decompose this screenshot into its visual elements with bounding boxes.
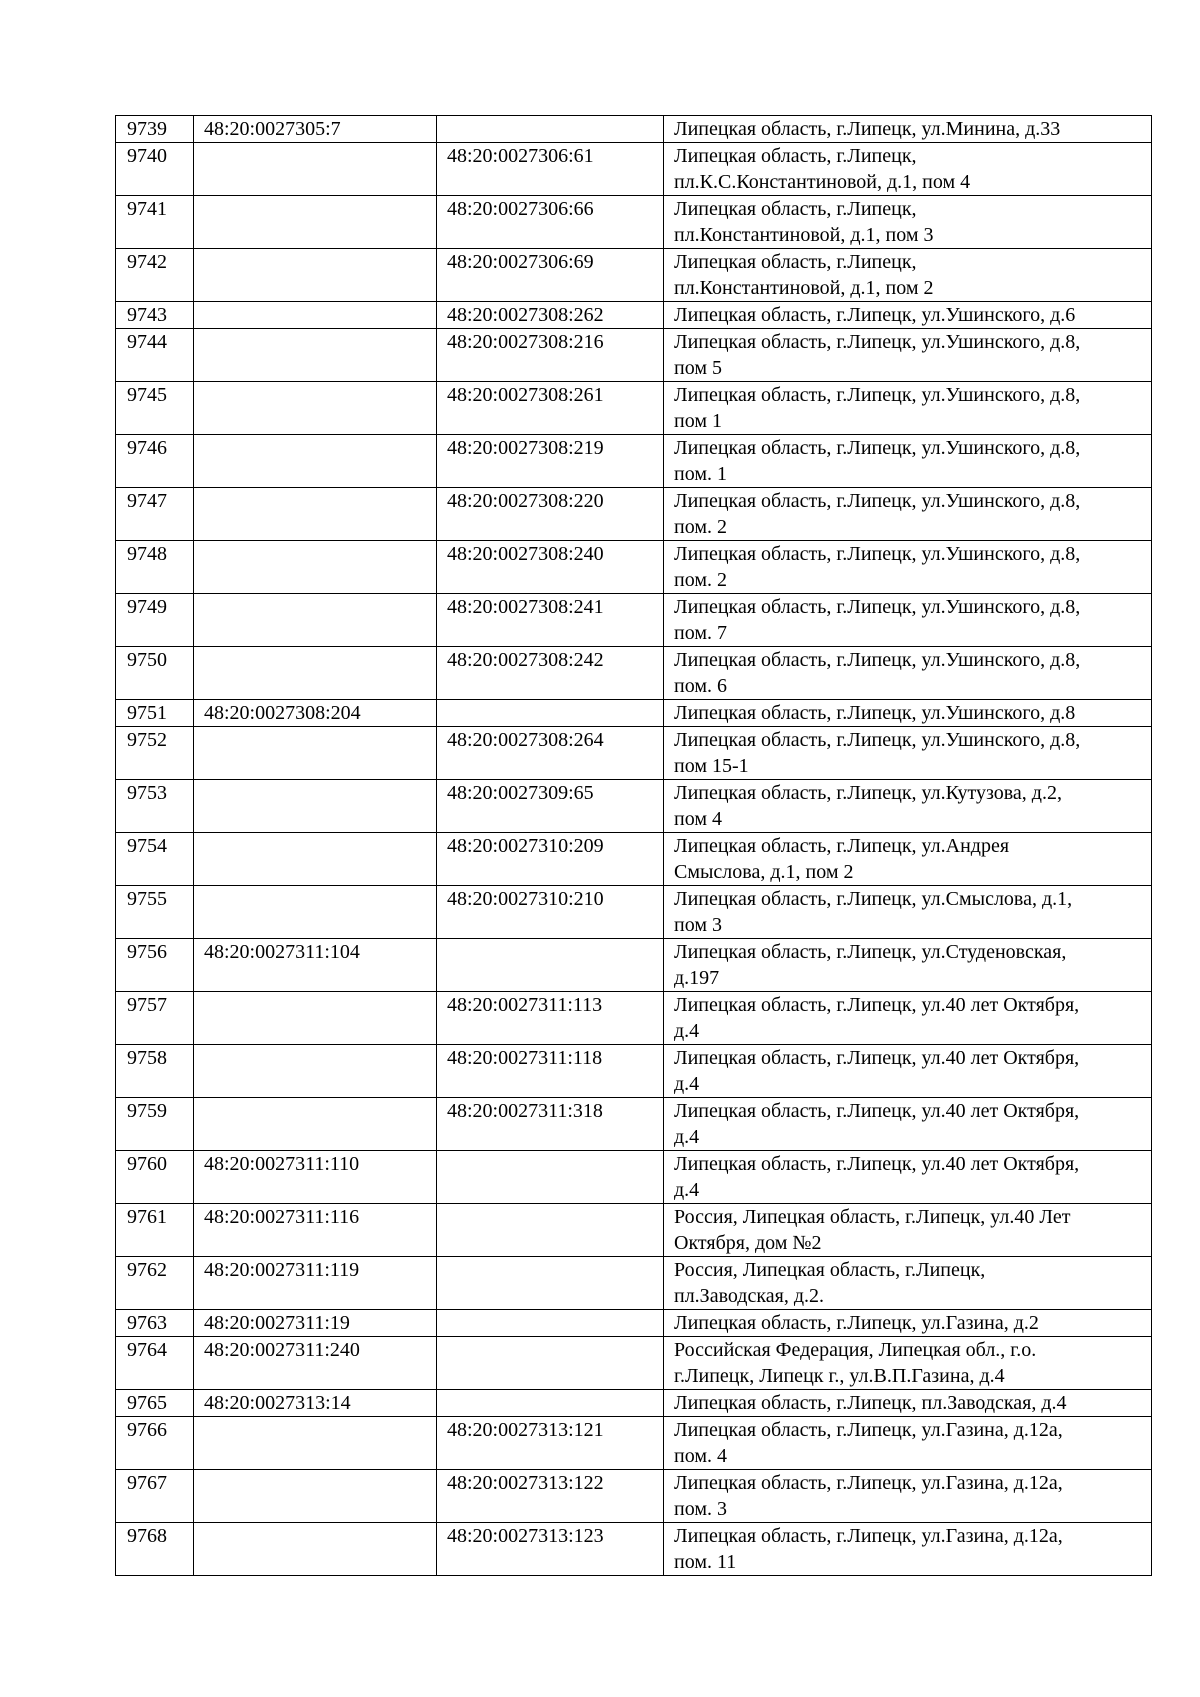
table-row <box>116 1204 1152 1257</box>
row-number-cell: 9763 <box>116 1310 194 1337</box>
cadastral-number-cell: 48:20:0027313:14 <box>194 1390 437 1417</box>
object-cadastral-number-cell: 48:20:0027311:118 <box>437 1045 664 1098</box>
cadastral-number-cell <box>194 1470 437 1523</box>
table-row <box>116 1310 1152 1337</box>
row-number-cell: 9743 <box>116 302 194 329</box>
cadastral-number-cell: 48:20:0027311:240 <box>194 1337 437 1390</box>
cadastral-number-cell <box>194 382 437 435</box>
address-cell: Липецкая область, г.Липецк, ул.40 лет Октября, д.4 <box>664 992 1152 1045</box>
table-row <box>116 1470 1152 1523</box>
object-cadastral-number-cell: 48:20:0027308:220 <box>437 488 664 541</box>
object-cadastral-number-cell: 48:20:0027313:122 <box>437 1470 664 1523</box>
address-cell: Липецкая область, г.Липецк, ул.Газина, д.12а, пом. 3 <box>664 1470 1152 1523</box>
address-cell: Липецкая область, г.Липецк, ул.Ушинского, д.8, пом 15-1 <box>664 727 1152 780</box>
object-cadastral-number-cell <box>437 1310 664 1337</box>
row-number-cell: 9742 <box>116 249 194 302</box>
table-row <box>116 939 1152 992</box>
object-cadastral-number-cell: 48:20:0027313:121 <box>437 1417 664 1470</box>
row-number-cell: 9758 <box>116 1045 194 1098</box>
object-cadastral-number-cell <box>437 1151 664 1204</box>
table-row <box>116 1337 1152 1390</box>
table-row <box>116 992 1152 1045</box>
row-number-cell: 9759 <box>116 1098 194 1151</box>
row-number-cell: 9760 <box>116 1151 194 1204</box>
row-number-cell: 9762 <box>116 1257 194 1310</box>
object-cadastral-number-cell: 48:20:0027313:123 <box>437 1523 664 1576</box>
cadastral-number-cell <box>194 488 437 541</box>
address-cell: Липецкая область, г.Липецк, ул.40 лет Октября, д.4 <box>664 1098 1152 1151</box>
cadastral-number-cell <box>194 1045 437 1098</box>
address-cell: Липецкая область, г.Липецк, ул.Газина, д.12а, пом. 4 <box>664 1417 1152 1470</box>
table-row <box>116 1098 1152 1151</box>
address-cell: Липецкая область, г.Липецк, пл.Заводская, д.4 <box>664 1390 1152 1417</box>
cadastral-number-cell <box>194 196 437 249</box>
table-row <box>116 1257 1152 1310</box>
cadastral-number-cell <box>194 1098 437 1151</box>
table-row <box>116 382 1152 435</box>
cadastral-number-cell <box>194 647 437 700</box>
cadastral-number-cell <box>194 886 437 939</box>
address-cell: Липецкая область, г.Липецк, ул.Ушинского, д.8, пом 5 <box>664 329 1152 382</box>
table-body <box>116 116 1152 1576</box>
row-number-cell: 9754 <box>116 833 194 886</box>
object-cadastral-number-cell <box>437 939 664 992</box>
object-cadastral-number-cell: 48:20:0027311:113 <box>437 992 664 1045</box>
object-cadastral-number-cell: 48:20:0027309:65 <box>437 780 664 833</box>
row-number-cell: 9739 <box>116 116 194 143</box>
object-cadastral-number-cell: 48:20:0027311:318 <box>437 1098 664 1151</box>
object-cadastral-number-cell: 48:20:0027306:69 <box>437 249 664 302</box>
row-number-cell: 9767 <box>116 1470 194 1523</box>
object-cadastral-number-cell: 48:20:0027308:264 <box>437 727 664 780</box>
object-cadastral-number-cell: 48:20:0027310:209 <box>437 833 664 886</box>
row-number-cell: 9756 <box>116 939 194 992</box>
address-cell: Липецкая область, г.Липецк, ул.Ушинского, д.8, пом. 7 <box>664 594 1152 647</box>
row-number-cell: 9766 <box>116 1417 194 1470</box>
table-row <box>116 435 1152 488</box>
address-cell: Российская Федерация, Липецкая обл., г.о. г.Липецк, Липецк г., ул.В.П.Газина, д.4 <box>664 1337 1152 1390</box>
cadastral-number-cell: 48:20:0027311:104 <box>194 939 437 992</box>
object-cadastral-number-cell: 48:20:0027308:242 <box>437 647 664 700</box>
address-cell: Липецкая область, г.Липецк, ул.Ушинского, д.8, пом. 2 <box>664 541 1152 594</box>
address-cell: Россия, Липецкая область, г.Липецк, ул.40 Лет Октября, дом №2 <box>664 1204 1152 1257</box>
row-number-cell: 9744 <box>116 329 194 382</box>
object-cadastral-number-cell: 48:20:0027306:61 <box>437 143 664 196</box>
object-cadastral-number-cell: 48:20:0027308:241 <box>437 594 664 647</box>
table-row <box>116 1390 1152 1417</box>
row-number-cell: 9741 <box>116 196 194 249</box>
address-cell: Липецкая область, г.Липецк, ул.Андрея Смыслова, д.1, пом 2 <box>664 833 1152 886</box>
table-row <box>116 1417 1152 1470</box>
cadastral-number-cell: 48:20:0027311:19 <box>194 1310 437 1337</box>
cadastral-number-cell <box>194 727 437 780</box>
object-cadastral-number-cell <box>437 116 664 143</box>
cadastral-number-cell <box>194 833 437 886</box>
object-cadastral-number-cell: 48:20:0027308:262 <box>437 302 664 329</box>
address-cell: Липецкая область, г.Липецк, пл.К.С.Константиновой, д.1, пом 4 <box>664 143 1152 196</box>
address-cell: Россия, Липецкая область, г.Липецк, пл.Заводская, д.2. <box>664 1257 1152 1310</box>
table-row <box>116 833 1152 886</box>
row-number-cell: 9753 <box>116 780 194 833</box>
object-cadastral-number-cell: 48:20:0027308:216 <box>437 329 664 382</box>
cadastral-number-cell: 48:20:0027311:119 <box>194 1257 437 1310</box>
table-row <box>116 780 1152 833</box>
address-cell: Липецкая область, г.Липецк, ул.40 лет Октября, д.4 <box>664 1151 1152 1204</box>
row-number-cell: 9751 <box>116 700 194 727</box>
row-number-cell: 9748 <box>116 541 194 594</box>
address-cell: Липецкая область, г.Липецк, ул.Ушинского, д.8 <box>664 700 1152 727</box>
table-row <box>116 727 1152 780</box>
object-cadastral-number-cell: 48:20:0027308:261 <box>437 382 664 435</box>
object-cadastral-number-cell <box>437 1337 664 1390</box>
cadastral-number-cell <box>194 541 437 594</box>
address-cell: Липецкая область, г.Липецк, ул.Минина, д.33 <box>664 116 1152 143</box>
table-row <box>116 302 1152 329</box>
row-number-cell: 9757 <box>116 992 194 1045</box>
row-number-cell: 9764 <box>116 1337 194 1390</box>
row-number-cell: 9740 <box>116 143 194 196</box>
address-cell: Липецкая область, г.Липецк, ул.Смыслова, д.1, пом 3 <box>664 886 1152 939</box>
cadastral-number-cell <box>194 780 437 833</box>
row-number-cell: 9746 <box>116 435 194 488</box>
address-cell: Липецкая область, г.Липецк, пл.Константиновой, д.1, пом 2 <box>664 249 1152 302</box>
property-table <box>115 115 1152 1576</box>
object-cadastral-number-cell: 48:20:0027306:66 <box>437 196 664 249</box>
row-number-cell: 9747 <box>116 488 194 541</box>
object-cadastral-number-cell <box>437 1257 664 1310</box>
address-cell: Липецкая область, г.Липецк, ул.Ушинского, д.8, пом. 2 <box>664 488 1152 541</box>
cadastral-number-cell <box>194 594 437 647</box>
cadastral-number-cell <box>194 329 437 382</box>
row-number-cell: 9761 <box>116 1204 194 1257</box>
table-row <box>116 116 1152 143</box>
row-number-cell: 9768 <box>116 1523 194 1576</box>
table-row <box>116 594 1152 647</box>
table-row <box>116 249 1152 302</box>
row-number-cell: 9765 <box>116 1390 194 1417</box>
table-row <box>116 647 1152 700</box>
cadastral-number-cell <box>194 302 437 329</box>
cadastral-number-cell: 48:20:0027308:204 <box>194 700 437 727</box>
cadastral-number-cell <box>194 435 437 488</box>
row-number-cell: 9752 <box>116 727 194 780</box>
cadastral-number-cell <box>194 143 437 196</box>
cadastral-number-cell <box>194 249 437 302</box>
address-cell: Липецкая область, г.Липецк, ул.Кутузова, д.2, пом 4 <box>664 780 1152 833</box>
row-number-cell: 9749 <box>116 594 194 647</box>
address-cell: Липецкая область, г.Липецк, ул.Газина, д.12а, пом. 11 <box>664 1523 1152 1576</box>
object-cadastral-number-cell <box>437 700 664 727</box>
address-cell: Липецкая область, г.Липецк, ул.Ушинского, д.8, пом. 1 <box>664 435 1152 488</box>
cadastral-number-cell <box>194 1523 437 1576</box>
address-cell: Липецкая область, г.Липецк, ул.Студеновская, д.197 <box>664 939 1152 992</box>
object-cadastral-number-cell: 48:20:0027308:219 <box>437 435 664 488</box>
table-row <box>116 541 1152 594</box>
table-row <box>116 488 1152 541</box>
cadastral-number-cell <box>194 992 437 1045</box>
address-cell: Липецкая область, г.Липецк, ул.Газина, д.2 <box>664 1310 1152 1337</box>
row-number-cell: 9745 <box>116 382 194 435</box>
object-cadastral-number-cell <box>437 1204 664 1257</box>
address-cell: Липецкая область, г.Липецк, ул.Ушинского, д.8, пом. 6 <box>664 647 1152 700</box>
table-row <box>116 1151 1152 1204</box>
table-row <box>116 329 1152 382</box>
address-cell: Липецкая область, г.Липецк, ул.Ушинского, д.6 <box>664 302 1152 329</box>
object-cadastral-number-cell <box>437 1390 664 1417</box>
row-number-cell: 9750 <box>116 647 194 700</box>
cadastral-number-cell: 48:20:0027311:110 <box>194 1151 437 1204</box>
table-row <box>116 1045 1152 1098</box>
address-cell: Липецкая область, г.Липецк, пл.Константиновой, д.1, пом 3 <box>664 196 1152 249</box>
cadastral-number-cell: 48:20:0027311:116 <box>194 1204 437 1257</box>
object-cadastral-number-cell: 48:20:0027308:240 <box>437 541 664 594</box>
cadastral-number-cell: 48:20:0027305:7 <box>194 116 437 143</box>
table-row <box>116 886 1152 939</box>
cadastral-number-cell <box>194 1417 437 1470</box>
table-row <box>116 700 1152 727</box>
row-number-cell: 9755 <box>116 886 194 939</box>
address-cell: Липецкая область, г.Липецк, ул.Ушинского, д.8, пом 1 <box>664 382 1152 435</box>
table-row <box>116 143 1152 196</box>
table-row <box>116 196 1152 249</box>
address-cell: Липецкая область, г.Липецк, ул.40 лет Октября, д.4 <box>664 1045 1152 1098</box>
object-cadastral-number-cell: 48:20:0027310:210 <box>437 886 664 939</box>
table-row <box>116 1523 1152 1576</box>
